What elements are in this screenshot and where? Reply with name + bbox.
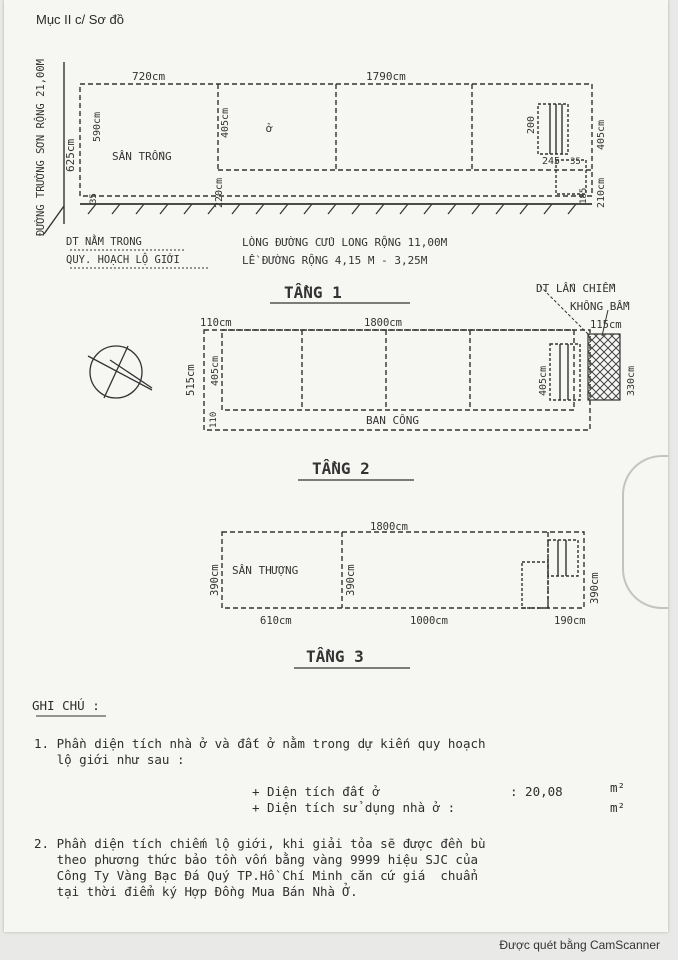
dim-625: 625cm: [64, 138, 77, 172]
floor2-labels: [185, 282, 637, 478]
terrace-label: SÂN THƯỢNG: [232, 564, 299, 577]
road-note-line2: QUY. HOẠCH LỘ GIỚI: [66, 254, 180, 266]
dim-610: 610cm: [260, 615, 292, 627]
dim-110: 110cm: [200, 317, 232, 329]
dim-35: 35: [89, 193, 99, 204]
dim-115: 115cm: [590, 319, 622, 331]
dim-405-f2: 405cm: [210, 355, 221, 386]
note2-line4: tại thời điểm ký Hợp Đồng Mua Bán Nhà Ở.: [34, 884, 358, 899]
dim-405-right: 405cm: [596, 119, 607, 150]
dim-190: 190cm: [554, 615, 586, 627]
floor2-plan: [204, 286, 620, 430]
note2-line2: theo phương thức bảo tồn vốn bằng vàng 9999 hiệu SJC của: [34, 852, 479, 867]
dim-1790: 1790cm: [366, 70, 406, 83]
seal-stamp: [622, 455, 668, 609]
area-use-label: + Diện tích sử dụng nhà ở :: [252, 800, 456, 815]
road-sidewalk-label: LỀ ĐƯỜNG RỘNG 4,15 M - 3,25M: [242, 254, 428, 267]
area-land-unit: m²: [610, 780, 626, 795]
floor1-heading: TẦNG 1: [284, 283, 342, 302]
dim-220: 220cm: [214, 177, 225, 208]
floor2-stair: [550, 344, 580, 400]
encroach-label-1: DT LẤN CHIẾM: [536, 282, 616, 295]
dim-405-stair: 405cm: [538, 365, 549, 396]
note2-line1: 2. Phần diện tích chiếm lộ giới, khi giải tỏa sẽ được đền bù: [34, 836, 486, 851]
yard-label: SÂN TRỐNG: [112, 150, 172, 163]
dim-720: 720cm: [132, 70, 166, 83]
document-page: [4, 0, 668, 932]
encroach-area: [588, 334, 620, 400]
floor3-stair: [548, 540, 578, 576]
floor1-labels: [34, 59, 607, 302]
floor1-plan: [44, 62, 592, 234]
section-title: Mục II c/ Sơ đồ: [36, 12, 124, 27]
tree-mark: ở: [266, 122, 273, 135]
area-use-unit: m²: [610, 800, 626, 815]
scanner-watermark: Được quét bằng CamScanner: [499, 938, 660, 952]
notes-heading: GHI CHÚ :: [32, 698, 100, 713]
dim-390-mid: 390cm: [345, 564, 357, 596]
dim-515: 515cm: [185, 364, 197, 396]
dim-1800: 1800cm: [364, 317, 402, 329]
dim-405: 405cm: [220, 107, 231, 138]
north-arrow-icon: [88, 346, 152, 398]
dim-390-right: 390cm: [589, 572, 601, 604]
area-land-value: : 20,08: [510, 784, 563, 799]
dim-390-left: 390cm: [209, 564, 221, 596]
road-main-label: LÒNG ĐƯỜNG CỬU LONG RỘNG 11,00M: [242, 236, 448, 249]
encroach-label-2: KHÔNG BẤM: [570, 300, 630, 313]
dim-330: 330cm: [626, 365, 637, 396]
floor3-labels: [209, 521, 601, 666]
dim-185: 185: [579, 187, 589, 204]
dim-35-right: 35: [570, 157, 581, 167]
road-left-label: ĐƯỜNG TRƯỜNG SƠN RỘNG 21,00M: [35, 58, 47, 236]
note1-line1: 1. Phần diện tích nhà ở và đất ở nằm trong dự kiến quy hoạch: [34, 736, 486, 751]
floor1-stair: [538, 104, 568, 154]
dim-210: 210cm: [596, 177, 607, 208]
floor3-heading: TẦNG 3: [306, 647, 364, 666]
dim-1000: 1000cm: [410, 615, 448, 627]
dim-245: 245: [542, 156, 561, 167]
road-note-line1: DT NẰM TRONG: [66, 236, 142, 248]
dim-200: 200: [526, 115, 537, 134]
note2-line3: Công Ty Vàng Bạc Đá Quý TP.Hồ Chí Minh căn cứ giá chuẩn: [34, 868, 479, 883]
area-land-label: + Diện tích đất ở: [252, 784, 380, 799]
dim-590: 590cm: [92, 111, 103, 142]
balcony-label: BAN CÔNG: [366, 414, 419, 427]
dim-1800-f3: 1800cm: [370, 521, 408, 533]
note1-line2: lộ giới như sau :: [34, 752, 185, 767]
floor2-heading: TẦNG 2: [312, 459, 370, 478]
dim-110-left: 110: [209, 411, 219, 428]
